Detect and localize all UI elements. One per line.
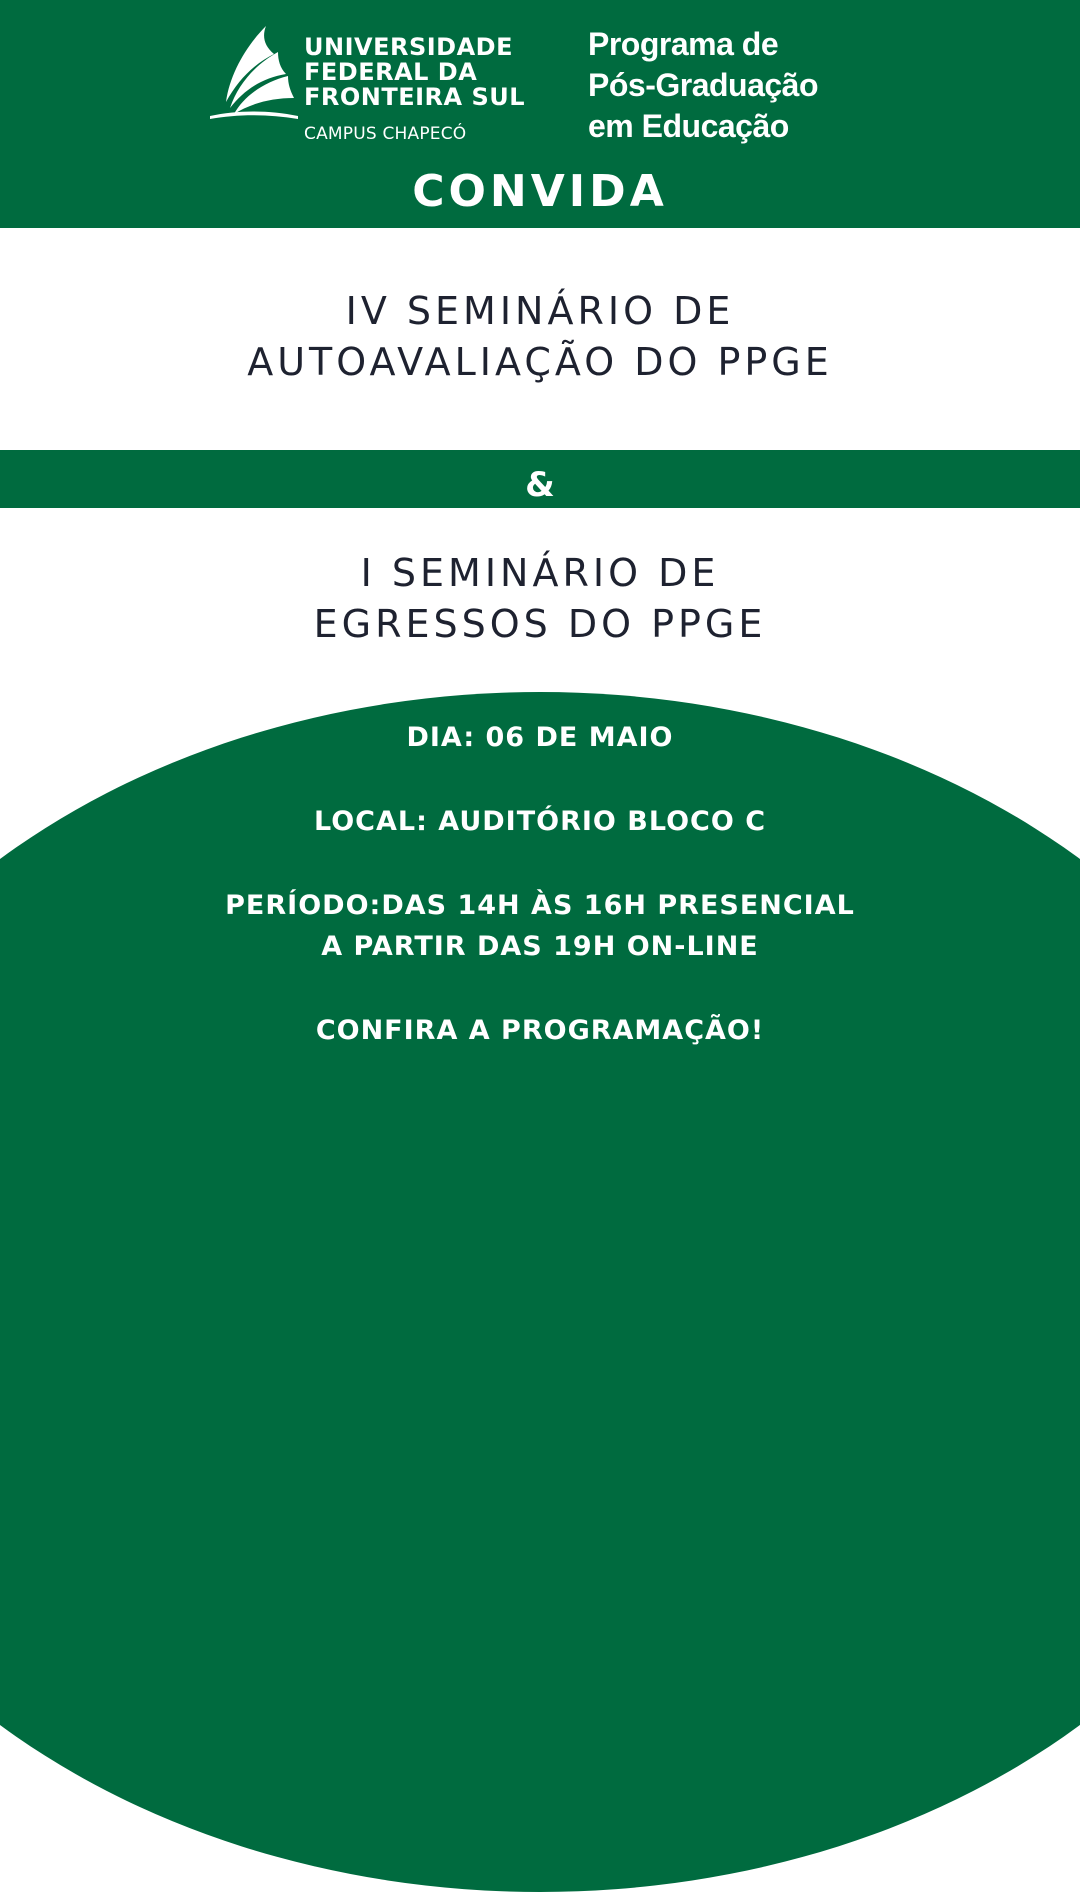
seminar-1-title <box>0 286 1080 388</box>
university-name-line-3: FRONTEIRA SUL <box>304 83 526 111</box>
ampersand: & <box>525 465 555 505</box>
header-band <box>0 0 1080 228</box>
event-period-line-1: PERÍODO:DAS 14H ÀS 16H PRESENCIAL <box>225 890 855 921</box>
seminar-2-title <box>0 548 1080 650</box>
program-call-to-action: CONFIRA A PROGRAMAÇÃO! <box>315 1015 765 1046</box>
info-arc-background <box>0 692 1080 1892</box>
event-location: LOCAL: AUDITÓRIO BLOCO C <box>313 806 767 837</box>
seminar-1-title-line-2: AUTOAVALIAÇÃO DO PPGE <box>247 340 833 384</box>
seminar-1-title-line-1: IV SEMINÁRIO DE <box>345 289 735 333</box>
program-name-line-2: Pós-Graduação <box>588 67 819 103</box>
seminar-2-title-line-1: I SEMINÁRIO DE <box>360 551 720 595</box>
event-date: DIA: 06 DE MAIO <box>406 722 674 753</box>
university-name-line-2: FEDERAL DA <box>304 58 478 86</box>
program-name-line-1: Programa de <box>588 26 779 62</box>
campus-name: CAMPUS CHAPECÓ <box>304 124 467 144</box>
university-name-line-1: UNIVERSIDADE <box>304 33 513 61</box>
event-period-line-2: A PARTIR DAS 19H ON-LINE <box>321 931 759 962</box>
program-name <box>588 24 818 147</box>
program-name-line-3: em Educação <box>588 108 789 144</box>
university-name <box>304 35 525 110</box>
seminar-2-title-line-2: EGRESSOS DO PPGE <box>313 602 767 646</box>
uffs-logo-icon <box>208 24 298 120</box>
convida-heading: CONVIDA <box>412 166 668 217</box>
